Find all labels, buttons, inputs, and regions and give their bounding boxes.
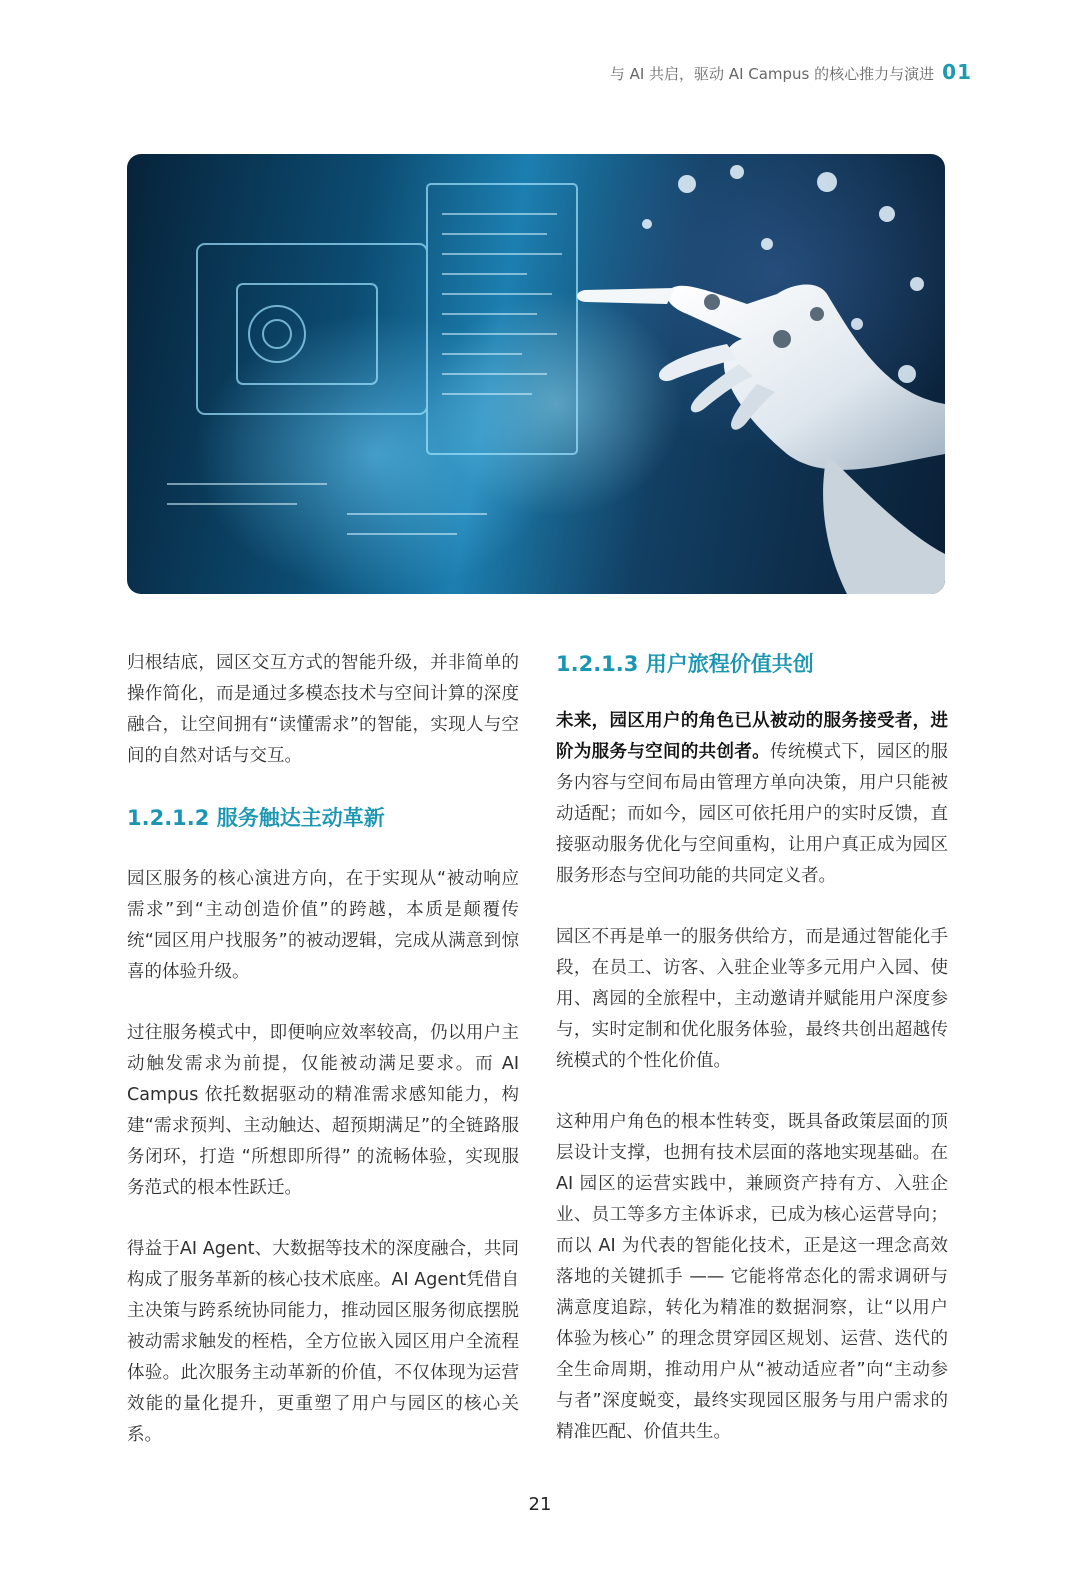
running-header	[610, 60, 972, 84]
paragraph: 这种用户角色的根本性转变，既具备政策层面的顶层设计支撑，也拥有技术层面的落地实现基础。在 AI 园区的运营实践中，兼顾资产持有方、入驻企业、员工等多方主体诉求，已成为核心运营导向；而以 AI 为代表的智能化技术，正是这一理念高效落地的关键抓手 —— 它能将常态化的需求调研与满意度追踪，转化为精准的数据洞察，让“以用户体验为核心” 的理念贯穿园区规划、运营、迭代的全生命周期，推动用户从“被动适应者”向“主动参与者”深度蜕变，最终实现园区服务与用户需求的精准匹配、价值共生。	[556, 1112, 948, 1442]
lead-bold-text: 未来，园区用户的角色已从被动的服务接受者，进阶为服务与空间的共创者。	[556, 711, 948, 762]
left-column	[127, 648, 519, 1481]
section-heading-1-2-1-3: 1.2.1.3 用户旅程价值共创	[556, 652, 814, 676]
hero-illustration	[127, 154, 945, 594]
robot-hand-touching-hologram-image	[127, 154, 945, 594]
page-number: 21	[528, 1494, 552, 1515]
section-heading-1-2-1-2: 1.2.1.2 服务触达主动革新	[127, 806, 385, 830]
intro-paragraph: 归根结底，园区交互方式的智能升级，并非简单的操作简化，而是通过多模态技术与空间计算的深度融合，让空间拥有“读懂需求”的智能，实现人与空间的自然对话与交互。	[127, 653, 519, 766]
paragraph: 过往服务模式中，即便响应效率较高，仍以用户主动触发需求为前提，仅能被动满足要求。而 AI Campus 依托数据驱动的精准需求感知能力，构建“需求预判、主动触达、超预期满足”的全链路服务闭环，打造 “所想即所得” 的流畅体验，实现服务范式的根本性跃迁。	[127, 1023, 519, 1198]
paragraph: 得益于AI Agent、大数据等技术的深度融合，共同构成了服务革新的核心技术底座。AI Agent凭借自主决策与跨系统协同能力，推动园区服务彻底摆脱被动需求触发的桎梏，全方位嵌入园区用户全流程体验。此次服务主动革新的价值，不仅体现为运营效能的量化提升，更重塑了用户与园区的核心关系。	[127, 1239, 519, 1445]
lead-paragraph	[556, 706, 948, 892]
chapter-number: 01	[942, 60, 972, 84]
paragraph: 园区服务的核心演进方向，在于实现从“被动响应需求”到“主动创造价值”的跨越，本质是颠覆传统“园区用户找服务”的被动逻辑，完成从满意到惊喜的体验升级。	[127, 869, 519, 982]
paragraph: 园区不再是单一的服务供给方，而是通过智能化手段，在员工、访客、入驻企业等多元用户入园、使用、离园的全旅程中，主动邀请并赋能用户深度参与，实时定制和优化服务体验，最终共创出超越传统模式的个性化价值。	[556, 927, 948, 1071]
running-title: 与 AI 共启，驱动 AI Campus 的核心推力与演进	[609, 65, 935, 83]
right-column	[556, 648, 948, 1478]
lead-rest-text: 传统模式下，园区的服务内容与空间布局由管理方单向决策，用户只能被动适配；而如今，园区可依托用户的实时反馈，直接驱动服务优化与空间重构，让用户真正成为园区服务形态与空间功能的共同定义者。	[556, 742, 948, 886]
